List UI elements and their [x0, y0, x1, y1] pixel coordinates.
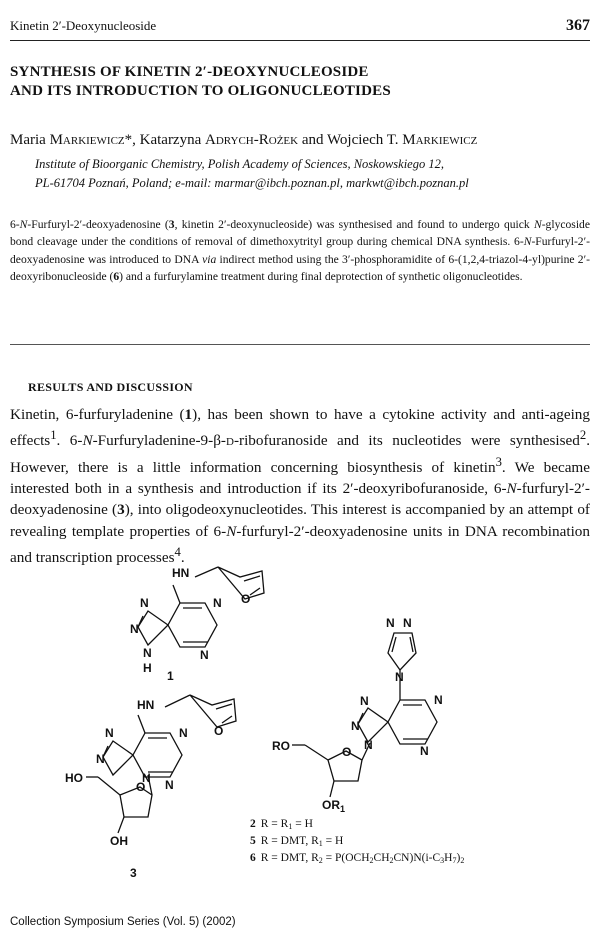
author-first: Katarzyna	[139, 132, 206, 148]
abstract-rule	[10, 344, 590, 345]
atom-label: OH	[110, 834, 128, 848]
atom-label: N	[364, 738, 373, 752]
r-group-definitions	[250, 818, 464, 865]
atom-label: O	[241, 592, 251, 606]
atom-label: N	[200, 648, 209, 662]
atom-label: $OR_1$	[322, 798, 346, 814]
atom-label: N	[165, 778, 174, 792]
atom-label: N	[143, 646, 152, 660]
title-line-2: AND ITS INTRODUCTION TO OLIGONUCLEOTIDES	[10, 83, 391, 99]
atom-label: HO	[65, 771, 83, 785]
atom-label: HN	[137, 698, 155, 712]
author-last: Markiewicz	[49, 132, 125, 148]
citation[interactable]: 2	[579, 428, 587, 443]
running-title: Kinetin 2′-Deoxynucleoside	[10, 18, 157, 33]
atom-label: N	[360, 694, 369, 708]
atom-label: N	[213, 596, 222, 610]
r-definition-6: 6 R = DMT, R2 = P(OCH2CH2CN)N(i-C3H7)2	[250, 852, 465, 865]
citation[interactable]: 3	[495, 454, 502, 469]
affiliation-line-2: PL-61704 Poznań, Poland; e-mail: marmar@ibch.poznan.pl, markwt@ibch.poznan.pl	[35, 176, 469, 190]
chemical-structures-figure	[40, 555, 560, 895]
triazolyl-purine-pyrimidine	[388, 700, 437, 744]
atom-label: N	[130, 622, 139, 636]
article-title	[10, 63, 570, 101]
kinetin-pyrimidine-ring	[168, 603, 217, 647]
atom-label: HN	[172, 566, 190, 580]
atom-label: N	[96, 752, 105, 766]
citation[interactable]: 4	[174, 544, 181, 559]
section-heading: RESULTS AND DISCUSSION	[28, 380, 193, 394]
atom-label: H	[143, 661, 152, 675]
atom-label: N	[434, 693, 443, 707]
header-rule	[10, 40, 590, 41]
affiliation	[35, 155, 595, 193]
atom-label: O	[342, 745, 352, 759]
atom-label: N	[140, 596, 149, 610]
abstract-paragraph: 6-N-Furfuryl-2′-deoxyadenosine (3, kinetin 2′-deoxynucleoside) was synthesised and found to undergo quick N-glycoside bond cleavage under the conditions of removal of dimethoxytrityl group during chemical DNA synthesis. 6-N-Furfuryl-2′-deoxyadenosine was introduced to DNA via indirect method using the 3′-phosphoramidite of 6-(1,2,4-triazol-4-yl)purine 2′-deoxyribonucleoside (6) and a furfurylamine treatment during final deprotection of synthetic oligonucleotides.	[10, 218, 591, 283]
title-line-1: SYNTHESIS OF KINETIN 2′-DEOXYNUCLEOSIDE	[10, 64, 369, 80]
atom-label: N	[105, 726, 114, 740]
author-sep: *,	[124, 132, 140, 148]
affiliation-line-1: Institute of Bioorganic Chemistry, Polish Academy of Sciences, Noskowskiego 12,	[35, 157, 444, 171]
atom-label: N	[179, 726, 188, 740]
author-first: Maria	[10, 132, 50, 148]
r-definition-2: 2 R = R1 = H	[250, 818, 313, 831]
r-definition-5: 5 R = DMT, R1 = H	[250, 835, 344, 848]
atom-label: RO	[272, 739, 290, 753]
author-last: Adrych-Rożek	[205, 132, 299, 148]
author-first: Wojciech T.	[326, 132, 403, 148]
running-header	[10, 17, 590, 39]
abstract	[10, 216, 590, 285]
atom-label: N	[395, 670, 404, 684]
author-sep: and	[298, 132, 327, 148]
body-paragraph: Kinetin, 6-furfuryladenine (1), has been shown to have a cytokine activity and anti-ageing effects$^1$. 6-N-Furfuryladenine-9-β-d-ribofuranoside and its nucleotides were synthesised$^2$. However, there is a little information concerning biosynthesis of kinetin$^3$. We became interested both in a synthesis and introduction if its 2′-deoxyribofuranoside, 6-N-furfuryl-2′-deoxyadenosine (3), into oligodeoxynucleotides. This interest is accompanied by an attempt of revealing template properties of 6-N-furfuryl-2′-deoxyadenosine units in DNA recombination and transcription processes$^4$.	[10, 406, 590, 566]
page-number: 367	[566, 17, 590, 34]
compound3-furan	[190, 695, 236, 727]
citation[interactable]: 1	[50, 428, 57, 443]
author-list	[10, 132, 477, 149]
author-last: Markiewicz	[402, 132, 478, 148]
atom-label: N	[386, 616, 395, 630]
atom-label: N	[403, 616, 412, 630]
atom-label: O	[136, 780, 146, 794]
compound-number: 3	[130, 866, 137, 880]
atom-label: N	[351, 719, 360, 733]
journal-footer: Collection Symposium Series (Vol. 5) (2002)	[10, 916, 236, 928]
body-text	[10, 404, 590, 568]
atom-label: N	[420, 744, 429, 758]
atom-label: N	[142, 771, 151, 785]
compound3-pyrimidine	[133, 733, 182, 777]
compound-number: 1	[167, 669, 174, 683]
atom-label: O	[214, 724, 224, 738]
